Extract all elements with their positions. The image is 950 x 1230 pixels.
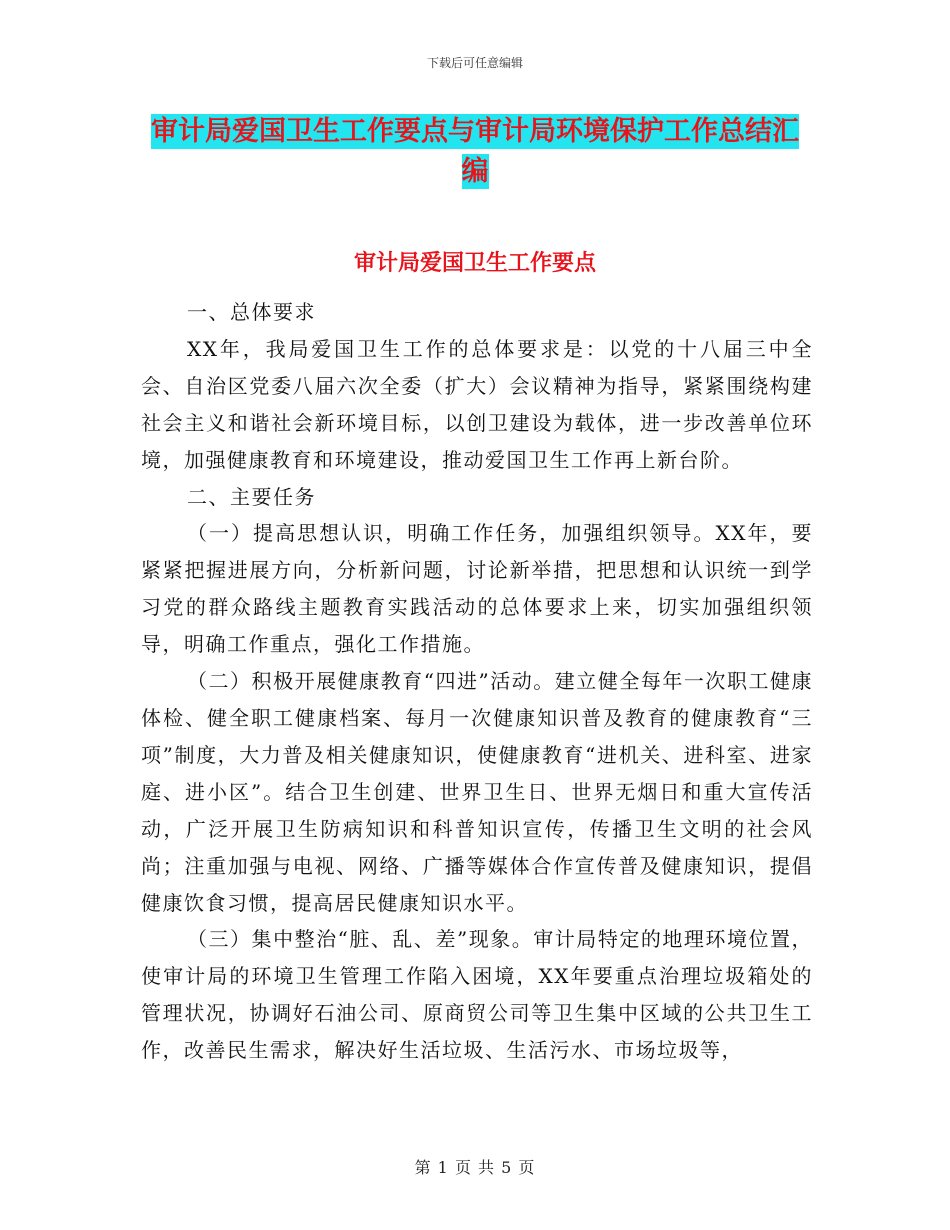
- paragraph-task-3: （三）集中整治“脏、乱、差”现象。审计局特定的地理环境位置，使审计局的环境卫生管理工作陷入困境，XX年要重点治理垃圾箱处的管理状况，协调好石油公司、原商贸公司等卫生集中区域的公共卫生工作，改善民生需求，解决好生活垃圾、生活污水、市场垃圾等，: [141, 927, 813, 1063]
- heading-main-tasks: 二、主要任务: [187, 484, 316, 509]
- document-title-text: 审计局爱国卫生工作要点与审计局环境保护工作总结汇编: [151, 116, 799, 187]
- page-header-note: 下载后可任意编辑: [426, 56, 523, 70]
- paragraph-task-2: （二）积极开展健康教育“四进”活动。建立健全每年一次职工健康体检、健全职工健康档案、每月一次健康知识普及教育的健康教育“三项”制度，大力普及相关健康知识，使健康教育“进机关、进科室、进家庭、进小区”。结合卫生创建、世界卫生日、世界无烟日和重大宣传活动，广泛开展卫生防病知识和科普知识宣传，传播卫生文明的社会风尚；注重加强与电视、网络、广播等媒体合作宣传普及健康知识，提倡健康饮食习惯，提高居民健康知识水平。: [141, 669, 813, 915]
- paragraph-general-requirements: XX年，我局爱国卫生工作的总体要求是：以党的十八届三中全会、自治区党委八届六次全委（扩大）会议精神为指导，紧紧围绕构建社会主义和谐社会新环境目标，以创卫建设为载体，进一步改善单位环境，加强健康教育和环境建设，推动爱国卫生工作再上新台阶。: [141, 336, 813, 472]
- heading-general-requirements: 一、总体要求: [187, 300, 316, 324]
- paragraph-task-1: （一）提高思想认识，明确工作任务，加强组织领导。XX年，要紧紧把握进展方向，分析新问题，讨论新举措，把思想和认识统一到学习党的群众路线主题教育实践活动的总体要求上来，切实加强组织领导，明确工作重点，强化工作措施。: [141, 521, 813, 657]
- page-number: 第 1 页 共 5 页: [414, 1158, 536, 1177]
- document-body: [141, 294, 813, 1069]
- section-title: 审计局爱国卫生工作要点: [353, 251, 596, 276]
- document-title: [140, 112, 810, 192]
